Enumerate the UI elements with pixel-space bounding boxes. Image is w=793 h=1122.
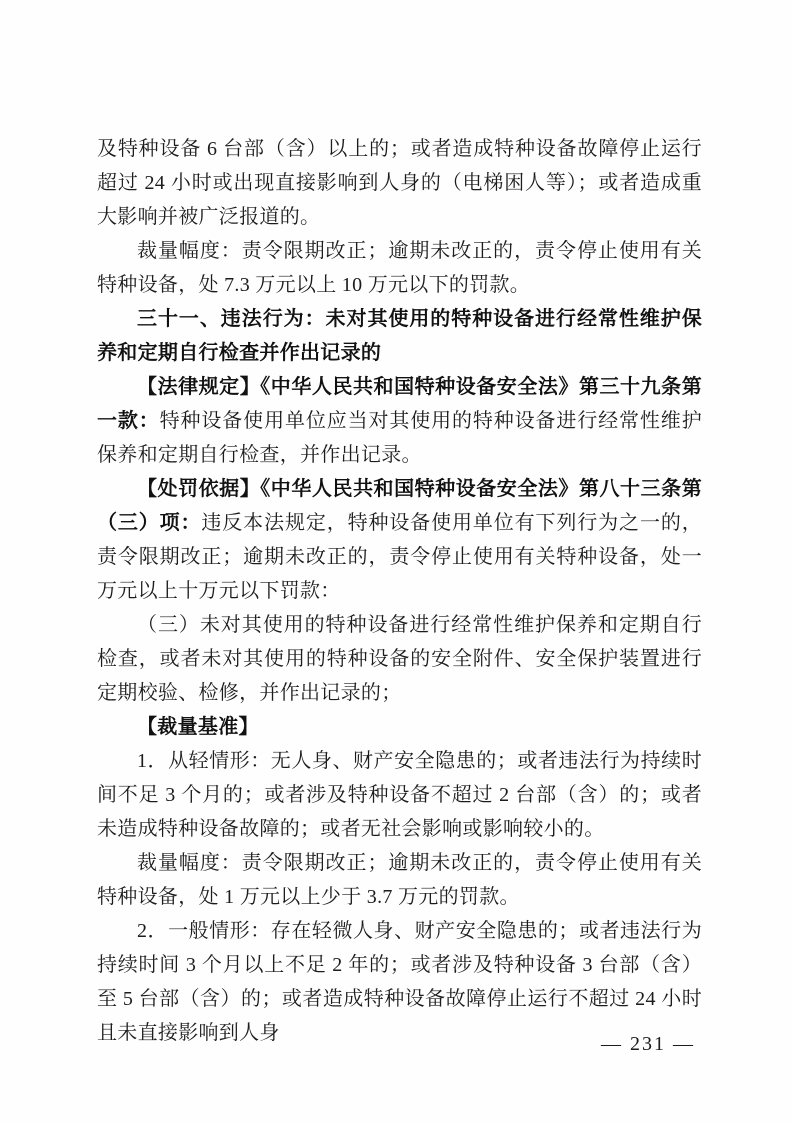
paragraph xyxy=(97,608,702,710)
text-run: 裁量幅度：责令限期改正；逾期未改正的，责令停止使用有关特种设备，处 7.3 万元以上 10 万元以下的罚款。 xyxy=(97,240,702,296)
text-run: 2．一般情形：存在轻微人身、财产安全隐患的；或者违法行为持续时间 3 个月以上不足 2 年的；或者涉及特种设备 3 台部（含）至 5 台部（含）的；或者造成特种设备故障停止运行不超过 24 小时且未直接影响到人身 xyxy=(97,920,702,1044)
section-heading xyxy=(97,302,702,370)
bold-text-run: 三十一、违法行为：未对其使用的特种设备进行经常性维护保养和定期自行检查并作出记录的 xyxy=(97,308,702,364)
paragraph xyxy=(97,472,702,608)
page-number: — 231 — xyxy=(601,1033,695,1055)
text-run: 特种设备使用单位应当对其使用的特种设备进行经常性维护保养和定期自行检查，并作出记录。 xyxy=(97,410,702,466)
paragraph xyxy=(97,846,702,914)
text-run: 违反本法规定，特种设备使用单位有下列行为之一的，责令限期改正；逾期未改正的，责令停止使用有关特种设备，处一万元以上十万元以下罚款： xyxy=(97,512,703,602)
text-run: 1．从轻情形：无人身、财产安全隐患的；或者违法行为持续时间不足 3 个月的；或者涉及特种设备不超过 2 台部（含）的；或者未造成特种设备故障的；或者无社会影响或影响较小的。 xyxy=(97,750,702,840)
paragraph xyxy=(97,710,702,744)
bold-text-run: 【处罚依据】《中华人民共和国特种设备安全法》第八十三条第（三）项： xyxy=(97,478,702,534)
text-run: 及特种设备 6 台部（含）以上的；或者造成特种设备故障停止运行超过 24 小时或出现直接影响到人身的（电梯困人等）；或者造成重大影响并被广泛报道的。 xyxy=(97,138,702,228)
text-run: （三）未对其使用的特种设备进行经常性维护保养和定期自行检查，或者未对其使用的特种设备的安全附件、安全保护装置进行定期校验、检修，并作出记录的； xyxy=(97,614,702,704)
document-body xyxy=(97,132,702,1050)
paragraph xyxy=(97,370,702,472)
paragraph xyxy=(97,132,702,234)
paragraph xyxy=(97,914,702,1050)
paragraph xyxy=(97,744,702,846)
bold-text-run: 【法律规定】《中华人民共和国特种设备安全法》第三十九条第一款： xyxy=(97,376,702,432)
text-run: 裁量幅度：责令限期改正；逾期未改正的，责令停止使用有关特种设备，处 1 万元以上少于 3.7 万元的罚款。 xyxy=(97,852,702,908)
paragraph xyxy=(97,234,702,302)
bold-text-run: 【裁量基准】 xyxy=(137,716,259,738)
